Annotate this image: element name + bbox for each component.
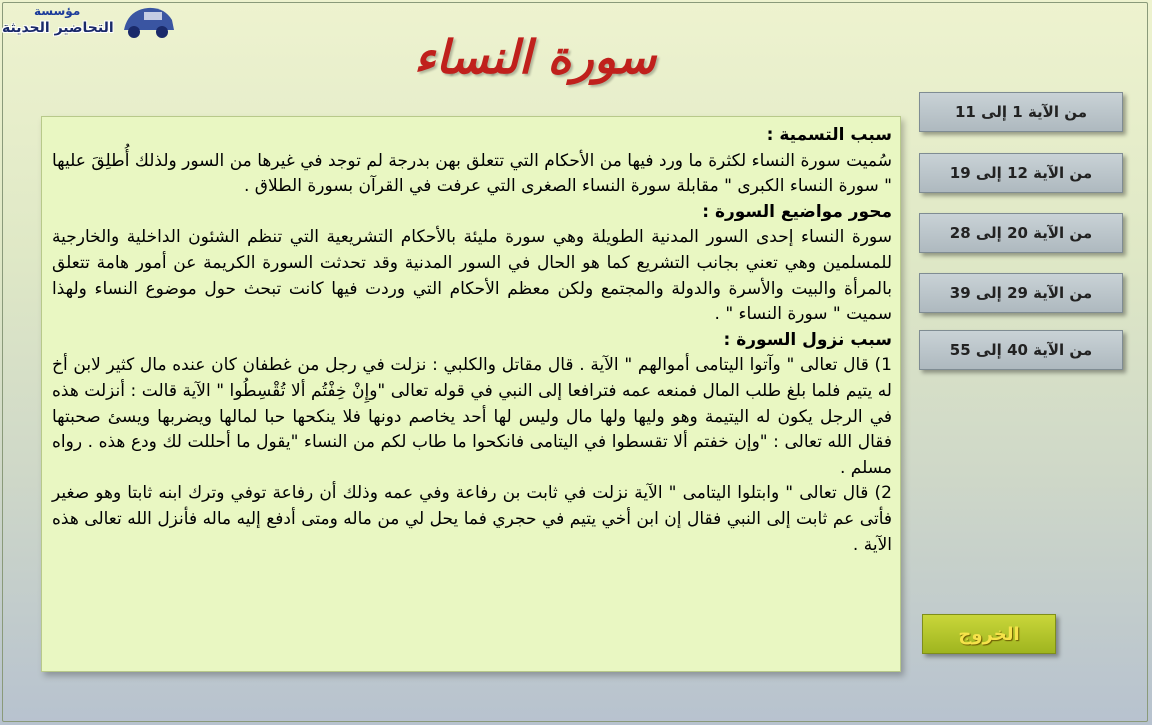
section-text-naming: سُميت سورة النساء لكثرة ما ورد فيها من الأحكام التي تتعلق بهن بدرجة لم توجد في غيرها من السور ولذلك أُطلِقَ عليها " سورة النساء الكبرى " مقابلة سورة النساء الصغرى التي عرفت في القرآن بسورة الطلاق . xyxy=(52,150,892,197)
nav-button-verses-29-39[interactable]: من الآية 29 إلى 39 xyxy=(919,273,1123,313)
logo-name: التحاضير الحديثة xyxy=(2,20,114,36)
logo xyxy=(0,0,190,44)
logo-subtitle: مؤسسة xyxy=(34,4,81,18)
logo-car-icon xyxy=(118,0,178,42)
section-text-themes: سورة النساء إحدى السور المدنية الطويلة وهي سورة مليئة بالأحكام التشريعية التي تنظم الشئون الداخلية والخارجية للمسلمين وهي تعني بجانب التشريع كما هو الحال في السور المدنية وقد تحدثت السورة الكريمة عن أمور هامة تتعلق بالمرأة والبيت والأسرة والدولة والمجتمع ولكن معظم الأحكام التي وردت فيها كانت تبحث حول موضوع النساء ولهذا سميت " سورة النساء " . xyxy=(52,227,892,325)
nav-button-verses-20-28[interactable]: من الآية 20 إلى 28 xyxy=(919,213,1123,253)
exit-button[interactable]: الخروج xyxy=(922,614,1056,654)
nav-button-verses-40-55[interactable]: من الآية 40 إلى 55 xyxy=(919,330,1123,370)
content-panel xyxy=(41,116,901,672)
section-heading-revelation: سبب نزول السورة : xyxy=(723,329,892,350)
nav-button-verses-1-11[interactable]: من الآية 1 إلى 11 xyxy=(919,92,1123,132)
nav-button-verses-12-19[interactable]: من الآية 12 إلى 19 xyxy=(919,153,1123,193)
section-text-revelation-1: 1) قال تعالى " وآتوا اليتامى أموالهم " الآية . قال مقاتل والكلبي : نزلت في رجل من غطفان كان عنده مال كثير لابن أخ له يتيم فلما بلغ طلب المال فمنعه عمه فترافعا إلى النبي في قوله تعالى "وإِنْ خِفْتُم ألا تُقْسِطُوا " الآية قالت : أنزلت هذه في الرجل يكون له اليتيمة وهو وليها ولها مال وليس لها أحد يخاصم دونها فلا ينكحها حبا لمالها ويضربها ويسئ صحبتها فقال الله تعالى : "وإن خفتم ألا تقسطوا في اليتامى فانكحوا ما طاب لكم من النساء "يقول ما أحللت لك ودع هذه . رواه مسلم . xyxy=(52,355,892,478)
section-heading-themes: محور مواضيع السورة : xyxy=(702,201,892,222)
section-heading-naming: سبب التسمية : xyxy=(766,125,892,145)
page-title: سورة النساء xyxy=(414,30,656,84)
section-text-revelation-2: 2) قال تعالى " وابتلوا اليتامى " الآية نزلت في ثابت بن رفاعة وفي عمه وذلك أن رفاعة توفي وترك ابنه ثابتا وهو صغير فأتى عم ثابت إلى النبي فقال إن ابن أخي يتيم في حجري فما يحل لي من ماله ومتى أدفع إليه ماله فأنزل الله تعالى هذه الآية . xyxy=(52,483,892,555)
